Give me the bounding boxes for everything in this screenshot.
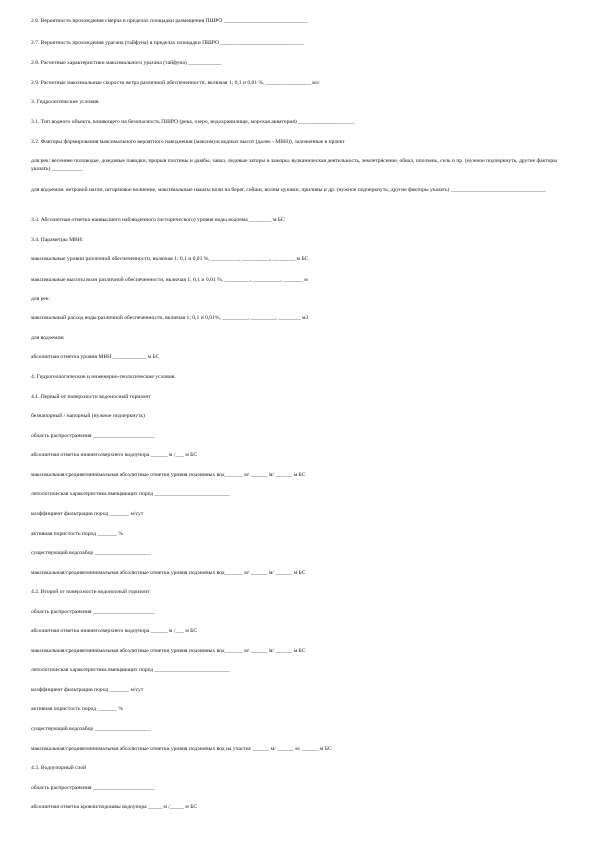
item-4-1-porosity: активная пористость пород _______ % [31,531,124,537]
item-3-2: 3.2. Факторы формирования максимального вероятного наводнения (максимум водных высот (далее - МВН)), заложенные в проект [31,139,345,145]
item-4-2: 4.2. Второй от поверхности водоносный горизонт [31,589,150,595]
item-4-1-type: безнапорный / напорный (нужное подчеркнуть) [31,413,145,419]
item-max-discharge: максимальный расход воды различной обеспеченности, включая 1; 0,1 и 0,01%, _________, _________, ________ м3 [31,315,309,321]
label-for-reservoirs: для водоемов: [31,335,65,341]
item-4-1: 4.1. Первый от поверхности водоносный горизонт [31,394,151,400]
item-3-4: 3.4. Параметры МВН: [31,237,84,243]
item-4-1-lithology: литологическая характеристика вмещающих пород ___________________________ [31,491,231,497]
item-max-levels: максимальные уровни различной обеспеченности, включая 1; 0,1 и 0,01 %, __________, __________, ________ м БС [31,256,309,262]
item-4-2-porosity: активная пористость пород _______ % [31,706,124,712]
item-2-8: 2.8. Расчетные характеристики максимального урагана (тайфуна) ____________ [31,60,222,66]
item-4-1-area: область распространения ______________________ [31,433,155,439]
item-3-3: 3.3. Абсолютная отметка наивысшего наблюденного (исторического) уровня воды водоема ________ м БС [31,217,285,223]
item-4-1-aquitard-marks: абсолютная отметка нижнего/верхнего водоупора ______ м /___ м БС [31,452,198,458]
item-4-3-roof-base-marks: абсолютная отметка кровли/подошвы водоупора _____ м /_____ м БС [31,804,198,810]
item-reservoirs-factors: для водоемов: ветровой нагон, штормовое волнение, максимальные накаты волн на берег, сейши, волны цунами, приливы и др. (нужное подчеркнуть, другие факторы указать) __________________________________ [31,187,546,193]
item-4-2-area: область распространения ______________________ [31,609,155,615]
item-2-9: 2.9. Расчетные максимальные скорости ветра различной обеспеченности, включая 1; 0,1 и 0,01 %, ________________ м/с [31,80,320,86]
item-4-2-aquitard-marks: абсолютная отметка нижнего/верхнего водоупора ______ м /___ м БС [31,628,198,634]
item-4-1-groundwater-levels-2: максимальная/средняя/минимальная абсолютные отметки уровня подземных вод ______ м/ ______ м/ ______ м БС [31,570,306,576]
item-4-2-groundwater-levels-site: максимальная/средняя/минимальная абсолютные отметки уровня подземных вод на участке ______ м/ ______ м/ ______ м БС [31,746,332,752]
section-4-heading: 4. Гидрогеологические и инженерно-геологические условия. [31,374,176,380]
item-4-1-filtration: коэффициент фильтрации пород _______ м/сут [31,511,144,517]
item-4-2-lithology: литологическая характеристика вмещающих пород ___________________________ [31,667,231,673]
item-4-1-water-intake: существующий водозабор ____________________ [31,550,151,556]
item-4-2-filtration: коэффициент фильтрации пород _______ м/сут [31,687,144,693]
item-4-1-groundwater-levels: максимальная/средняя/минимальная абсолютные отметки уровня подземных вод ______ м/ ______ м/ ______ м БС [31,472,306,478]
item-4-3-area: область распространения ______________________ [31,785,155,791]
item-4-2-water-intake: существующий водозабор ____________________ [31,726,151,732]
label-for-rivers: для рек: [31,296,51,302]
item-rivers-factors: для рек: весеннее половодье, дождевые паводки, прорыв плотины и дамбы, завал, ледовые заторы и зажоры, вулканическая деятельность, землетрясение, обвал, оползень, сель и пр. (нужное подчеркнуть, другие факторы указать) ___________ [31,158,557,172]
item-3-1: 3.1. Тип водного объекта, влияющего на безопасность ПШРО (река, озеро, водохранилище, морская акватория) ____________________ [31,119,355,125]
item-2-6: 2.6. Вероятность прохождения смерча в пределах площадки размещения ПШРО ______________________________ [31,18,308,24]
item-2-7: 2.7. Вероятность прохождения урагана (тайфуна) в пределах площадки ПШРО ______________________________ [31,40,305,46]
item-4-2-groundwater-levels: максимальная/средняя/минимальная абсолютные отметки уровня подземных вод ______ м/ ______ м/ ______ м БС [31,648,306,654]
section-3-heading: 3. Гидрологические условия. [31,99,100,105]
item-mvn-level: абсолютная отметка уровня МВН ____________ м БС [31,354,160,360]
item-4-3: 4.3. Водоупорный слой [31,765,87,771]
item-max-wave-heights: максимальные высоты волн различной обеспеченности, включая 1; 0,1 и 0,01 %, _________, __________, _______ м [31,277,308,283]
